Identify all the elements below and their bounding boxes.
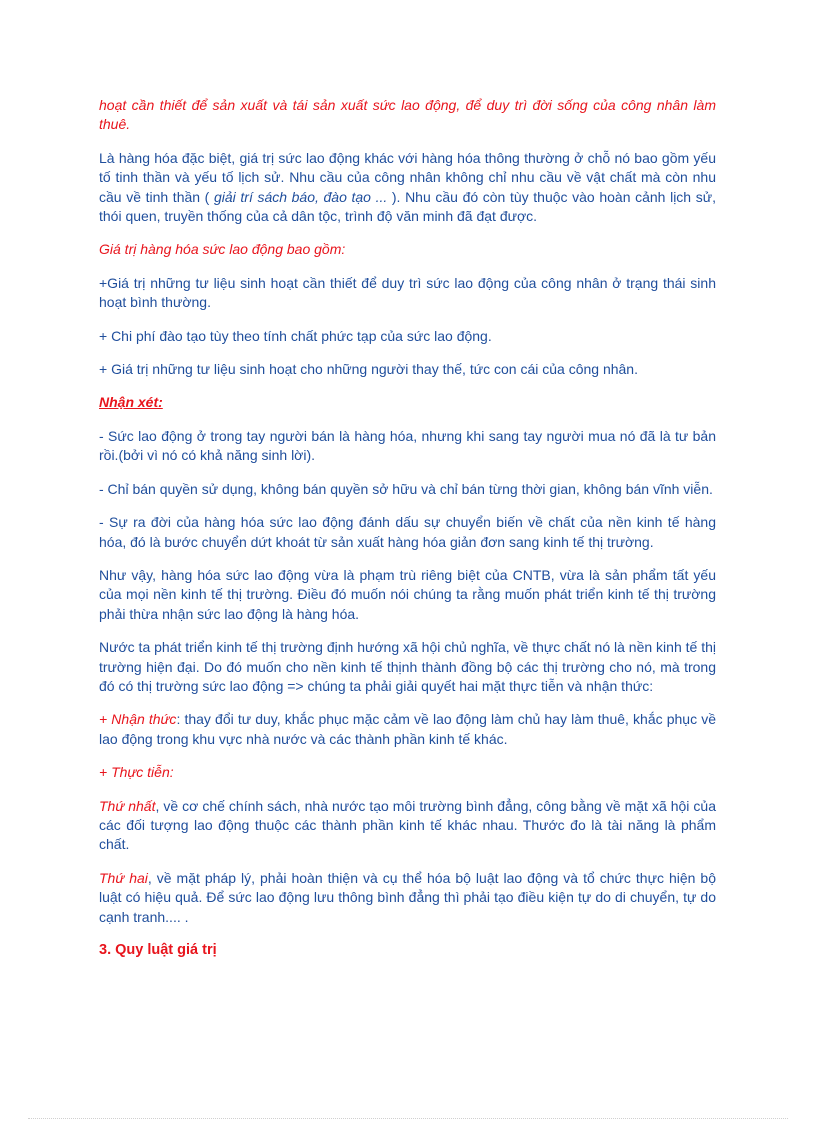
text-run: Là hàng hóa đặc biệt, giá trị sức lao động khác với hàng hóa thông thường ở chỗ nó bao gồm yếu tố tinh thần và yếu tố lịch sử. Nhu cầu của công nhân không chỉ nhu cầu về vật chất mà còn nhu cầu về tinh thần (: [99, 149, 716, 205]
paragraph-bullet-1: +Giá trị những tư liệu sinh hoạt cần thiết để duy trì sức lao động của công nhân ở trạng thái sinh hoạt bình thường.: [99, 274, 716, 311]
document-body: [99, 96, 716, 974]
label-first: Thứ nhất: [99, 797, 156, 814]
remarks-heading: Nhận xét:: [99, 394, 163, 411]
text-run: , về cơ chế chính sách, nhà nước tạo môi trường bình đẳng, công bằng về mặt xã hội của các đối tượng lao động thuộc các thành phần kinh tế khác nhau. Thước đo là tài năng là phẩm chất.: [99, 797, 716, 853]
paragraph-continuation: hoạt cần thiết để sản xuất và tái sản xuất sức lao động, để duy trì đời sống của công nhân làm thuê.: [99, 97, 716, 133]
paragraph-vietnam: Nước ta phát triển kinh tế thị trường định hướng xã hội chủ nghĩa, về thực chất nó là nền kinh tế thị trường hiện đại. Do đó muốn cho nền kinh tế thịnh thành đồng bộ các thị trường cho nó, mà trong đó có thị trường sức lao động => chúng ta phải giải quyết hai mặt thực tiễn và nhận thức:: [99, 639, 716, 694]
paragraph-remark-3: - Sự ra đời của hàng hóa sức lao động đánh dấu sự chuyển biến về chất của nền kinh tế hàng hóa, đó là bước chuyển dứt khoát từ sản xuất hàng hóa giản đơn sang kinh tế thị trường.: [99, 514, 716, 550]
text-run-italic: giải trí sách báo, đào tạo ...: [213, 188, 388, 205]
paragraph-first: [99, 797, 716, 855]
text-run: ). Nhu cầu đó còn tùy thuộc vào hoàn cảnh lịch sử, thói quen, truyền thống của cả dân tộc, trình độ văn minh đã đạt được.: [99, 188, 716, 225]
section-heading: 3. Quy luật giá trị: [99, 942, 217, 958]
paragraph-remark-1: - Sức lao động ở trong tay người bán là hàng hóa, nhưng khi sang tay người mua nó đã là tư bản rồi.(bởi vì nó có khả năng sinh lời).: [99, 427, 716, 464]
paragraph-awareness: [99, 710, 716, 749]
paragraph-special-commodity: [99, 149, 716, 227]
paragraph-conclusion: Như vậy, hàng hóa sức lao động vừa là phạm trù riêng biệt của CNTB, vừa là sản phẩm tất yếu của mọi nền kinh tế thị trường. Điều đó muốn nói chúng ta rằng muốn phát triển kinh tế thị trường phải thừa nhận sức lao động là hàng hóa.: [99, 566, 716, 622]
page-bottom-divider: [28, 1118, 788, 1119]
paragraph-remark-2: - Chỉ bán quyền sử dụng, không bán quyền sở hữu và chỉ bán từng thời gian, không bán vĩnh viễn.: [99, 480, 713, 497]
paragraph-second: [99, 869, 716, 927]
label-second: Thứ hai: [99, 869, 148, 886]
label-practice: + Thực tiễn:: [99, 764, 174, 781]
text-run: : thay đổi tư duy, khắc phục mặc cảm về lao động làm chủ hay làm thuê, khắc phục về lao động trong khu vực nhà nước và các thành phần kinh tế khác.: [99, 711, 716, 747]
label-awareness: + Nhận thức: [99, 711, 177, 728]
paragraph-bullet-2: + Chi phí đào tạo tùy theo tính chất phức tạp của sức lao động.: [99, 327, 492, 344]
paragraph-bullet-3: + Giá trị những tư liệu sinh hoạt cho những người thay thế, tức con cái của công nhân.: [99, 361, 638, 378]
paragraph-value-components: Giá trị hàng hóa sức lao động bao gồm:: [99, 241, 346, 258]
text-run: , về mặt pháp lý, phải hoàn thiện và cụ thể hóa bộ luật lao động và tổ chức thực hiện bộ luật có hiệu quả. Để sức lao động lưu thông bình đẳng thì phải tạo điều kiện tự do di chuyển, tự do cạnh tranh.... .: [99, 869, 716, 925]
